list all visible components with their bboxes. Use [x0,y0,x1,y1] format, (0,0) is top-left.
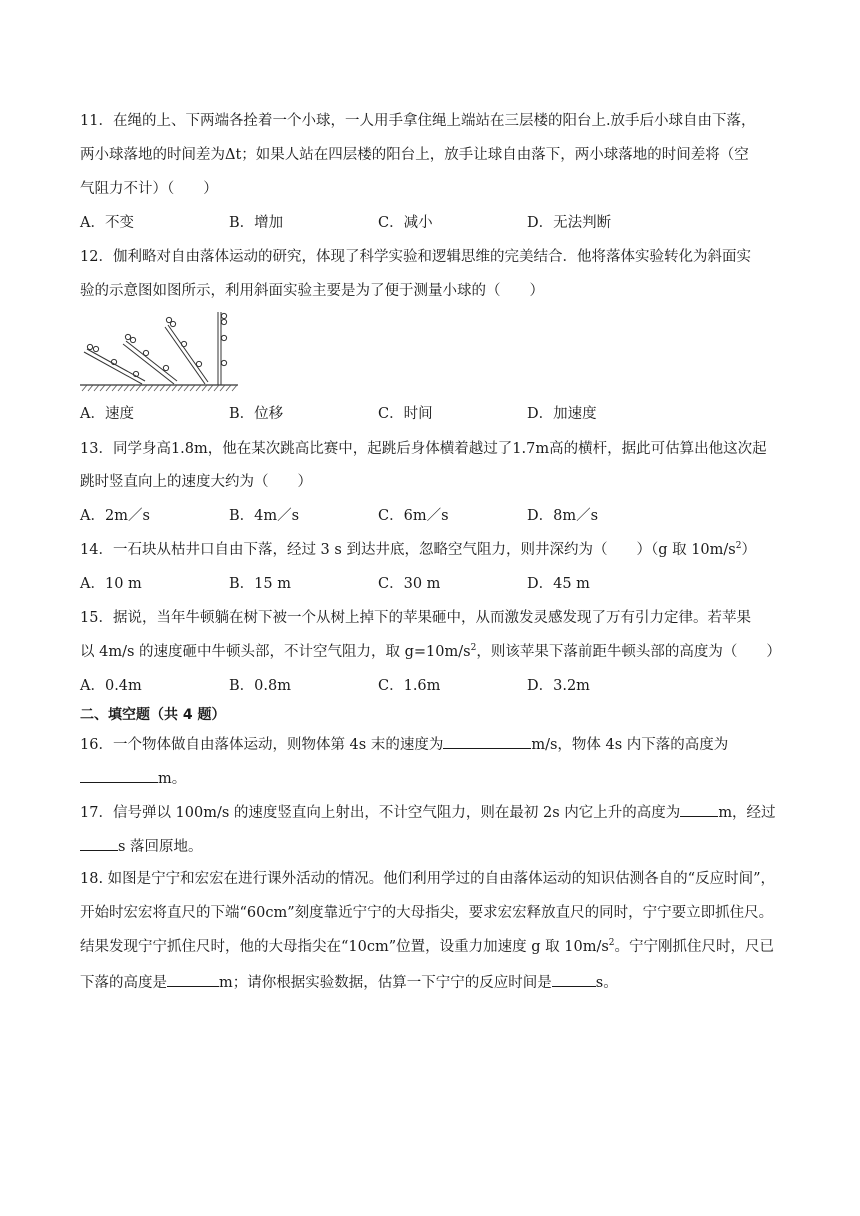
q13-option-d[interactable]: D．8m／s [527,508,599,524]
q13-option-c[interactable]: C．6m／s [378,508,449,524]
q18-line-1: 18. 如图是宁宁和宏宏在进行课外活动的情况。他们利用学过的自由落体运动的知识估测各自的“反应时间”， [80,871,775,887]
q13-option-b[interactable]: B．4m／s [229,508,300,524]
incline-1 [84,344,145,384]
q14-line-1 [80,540,756,560]
q17-line-1 [80,801,776,823]
q18-superscript: 2 [608,938,615,949]
q18-line-3 [80,937,774,957]
vertical-drop [218,312,227,385]
q16-line-2 [80,767,186,789]
q15-option-b[interactable]: B．0.8m [229,678,291,694]
q12-option-d[interactable]: D．加速度 [527,406,597,422]
q13-line-1: 13．同学身高1.8m，他在某次跳高比赛中，起跳后身体横着越过了1.7m高的横杆，据此可估算出他这次起 [80,441,767,457]
q12-line-2: 验的示意图如图所示，利用斜面实验主要是为了便于测量小球的（ ） [80,283,544,299]
q17-blank-2[interactable] [80,835,118,851]
q11-line-3: 气阻力不计）（ ） [80,181,218,197]
q13-option-a[interactable]: A．2m／s [80,508,150,524]
q11-option-d[interactable]: D．无法判断 [527,215,612,231]
q15-options [80,676,780,696]
q16-blank-2[interactable] [80,767,158,783]
q17-text-b: m，经过 [718,805,776,821]
q14-option-c[interactable]: C．30 m [378,576,441,592]
q11-option-b[interactable]: B．增加 [229,215,284,231]
q18-text-c: 下落的高度是 [80,975,167,991]
q16-blank-1[interactable] [443,733,531,749]
q14-tail: ） [741,542,756,558]
q14-text: 14．一石块从枯井口自由下落，经过 3 s 到达井底，忽略空气阻力，则井深约为（ ）（g 取 10m/s [80,542,736,558]
q11-options [80,213,780,233]
ground-line [80,385,238,391]
q15-option-a[interactable]: A．0.4m [80,678,142,694]
q15-line-1: 15．据说，当年牛顿躺在树下被一个从树上掉下的苹果砸中，从而激发灵感发现了万有引力定律。若苹果 [80,610,751,626]
q13-options [80,506,780,526]
q14-superscript: 2 [735,541,742,552]
section-heading-fill-in: 二、填空题（共 4 题） [80,707,226,723]
q18-line-2: 开始时宏宏将直尺的下端“60cm”刻度靠近宁宁的大母指尖，要求宏宏释放直尺的同时，宁宁要立即抓住尺。 [80,905,774,921]
q16-text-a: 16．一个物体做自由落体运动，则物体第 4s 末的速度为 [80,737,444,753]
q18-text-a: 结果发现宁宁抓住尺时，他的大母指尖在“10cm”位置，设重力加速度 g 取 10m/s [80,939,609,955]
q17-blank-1[interactable] [680,801,718,817]
q14-option-d[interactable]: D．45 m [527,576,590,592]
q17-line-2 [80,835,203,857]
q15-option-d[interactable]: D．3.2m [527,678,590,694]
q14-option-b[interactable]: B．15 m [229,576,291,592]
q17-text-c: s 落回原地。 [118,839,203,855]
q18-text-e: s。 [595,975,618,991]
q12-option-a[interactable]: A．速度 [80,406,134,422]
q18-blank-1[interactable] [167,971,219,987]
inclined-plane-figure [80,310,240,394]
q16-text-c: m。 [158,771,187,787]
q18-line-4 [80,971,618,993]
q17-text-a: 17．信号弹以 100m/s 的速度竖直向上射出，不计空气阻力，则在最初 2s 内它上升的高度为 [80,805,681,821]
q13-line-2: 跳时竖直向上的速度大约为（ ） [80,474,312,490]
q15-option-c[interactable]: C．1.6m [378,678,441,694]
q11-line-2: 两小球落地的时间差为Δt；如果人站在四层楼的阳台上，放手让球自由落下，两小球落地的时间差将（空 [80,147,749,163]
q15-text-a: 以 4m/s 的速度砸中牛顿头部，不计空气阻力，取 g=10m/s [80,644,471,660]
q18-text-d: m；请你根据实验数据，估算一下宁宁的反应时间是 [219,975,552,991]
q12-option-c[interactable]: C．时间 [378,406,433,422]
q15-line-2 [80,642,781,662]
q14-option-a[interactable]: A．10 m [80,576,142,592]
q15-text-b: ，则该苹果下落前距牛顿头部的高度为（ ） [476,644,781,660]
q16-text-b: m/s，物体 4s 内下落的高度为 [531,737,729,753]
incline-3 [165,317,208,384]
q12-line-1: 12．伽利略对自由落体运动的研究，体现了科学实验和逻辑思维的完美结合．他将落体实验转化为斜面实 [80,249,751,265]
q12-option-b[interactable]: B．位移 [229,406,284,422]
q18-text-b: 。宁宁刚抓住尺时，尺已 [614,939,775,955]
q12-options [80,404,780,424]
q11-line-1: 11．在绳的上、下两端各拴着一个小球，一人用手拿住绳上端站在三层楼的阳台上.放手后小球自由下落， [80,113,756,129]
q14-options [80,574,780,594]
q18-blank-2[interactable] [552,971,596,987]
incline-2 [123,334,177,384]
q15-superscript: 2 [470,643,477,654]
q11-option-c[interactable]: C．减小 [378,215,433,231]
q16-line-1 [80,733,728,755]
q11-option-a[interactable]: A．不变 [80,215,134,231]
